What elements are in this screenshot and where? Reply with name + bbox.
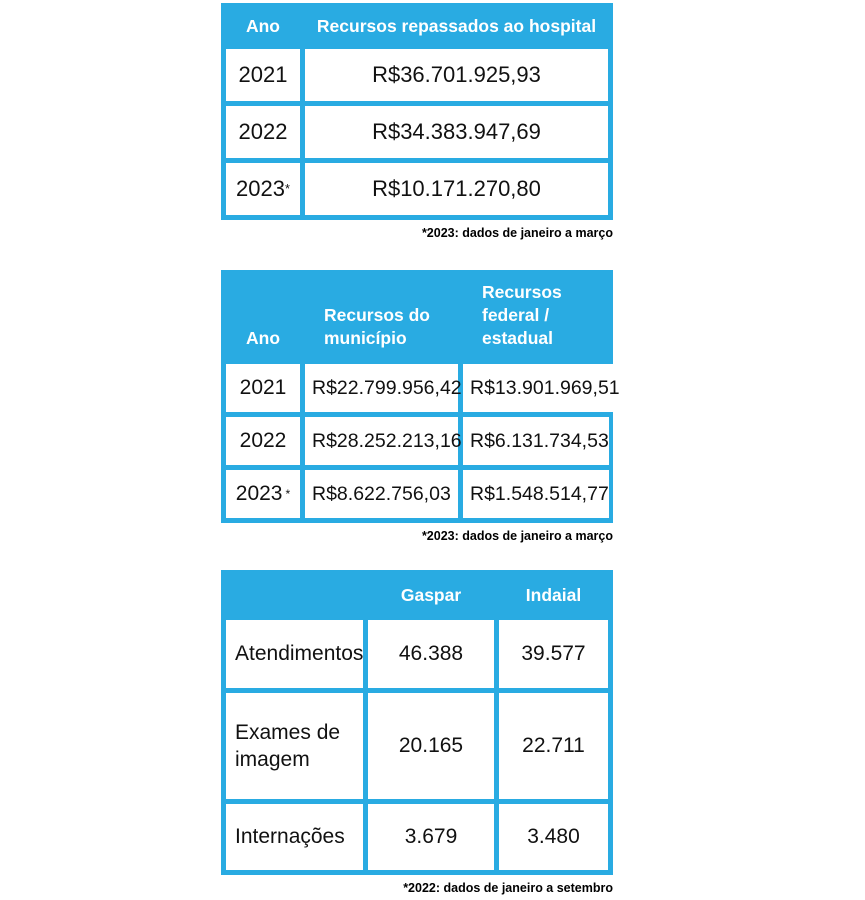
value-cell-federal-estadual: R$6.131.734,53	[463, 417, 609, 465]
table-recursos-repassados	[221, 3, 613, 220]
value-cell-municipio: R$22.799.956,42	[305, 364, 458, 412]
category-cell: Atendimentos	[226, 620, 363, 688]
year-cell: 2023 *	[226, 470, 300, 518]
value-cell-federal-estadual: R$13.901.969,51	[463, 364, 620, 412]
year-cell	[226, 106, 300, 158]
t3-footnote: *2022: dados de janeiro a setembro	[403, 881, 613, 895]
year-cell	[226, 49, 300, 101]
t2-header-ano: Ano	[246, 327, 281, 348]
value-cell-gaspar: 46.388	[368, 620, 494, 688]
year-label: 2022	[239, 428, 287, 452]
category-cell: Exames de imagem	[226, 693, 363, 799]
t3-header-indaial: Indaial	[525, 584, 582, 605]
table-recursos-origem	[221, 270, 620, 523]
t2-header-federal-estadual: Recursos federal / estadual	[482, 281, 562, 348]
value-cell: R$34.383.947,69	[305, 106, 608, 158]
table-row	[226, 49, 608, 101]
table-header	[226, 8, 608, 44]
table-comparativo-cidades	[221, 570, 613, 875]
t1-header-ano: Ano	[245, 15, 281, 36]
value-cell-indaial: 39.577	[499, 620, 608, 688]
t1-footnote: *2023: dados de janeiro a março	[421, 226, 613, 240]
table-row	[226, 163, 608, 215]
table-header	[226, 275, 608, 359]
t3-header-empty	[226, 575, 363, 615]
t1-header-recursos-repassados: Recursos repassados ao hospital	[316, 15, 597, 36]
table-row	[226, 364, 620, 412]
table-row	[226, 417, 608, 465]
year-label: 2021	[238, 62, 288, 88]
value-cell-municipio: R$28.252.213,16	[305, 417, 458, 465]
year-label: 2023	[236, 176, 285, 202]
table-row	[226, 470, 608, 518]
year-label: 2023	[235, 481, 283, 505]
table-row	[226, 693, 608, 799]
table-header	[226, 575, 608, 615]
value-cell: R$10.171.270,80	[305, 163, 608, 215]
year-label: 2021	[239, 375, 287, 399]
value-cell-indaial: 22.711	[499, 693, 608, 799]
value-cell: R$36.701.925,93	[305, 49, 608, 101]
table-row	[226, 620, 608, 688]
table-row	[226, 106, 608, 158]
t2-header-municipio: Recursos do município	[324, 304, 430, 348]
value-cell-gaspar: 20.165	[368, 693, 494, 799]
t2-footnote: *2023: dados de janeiro a março	[421, 529, 613, 543]
year-label: 2022	[238, 119, 288, 145]
category-cell: Internações	[226, 804, 363, 870]
value-cell-indaial: 3.480	[499, 804, 608, 870]
table-row	[226, 804, 608, 870]
year-cell	[226, 417, 300, 465]
value-cell-gaspar: 3.679	[368, 804, 494, 870]
year-cell: 2023 *	[226, 163, 300, 215]
value-cell-municipio: R$8.622.756,03	[305, 470, 458, 518]
t3-header-gaspar: Gaspar	[400, 584, 462, 605]
value-cell-federal-estadual: R$1.548.514,77	[463, 470, 609, 518]
year-cell	[226, 364, 300, 412]
